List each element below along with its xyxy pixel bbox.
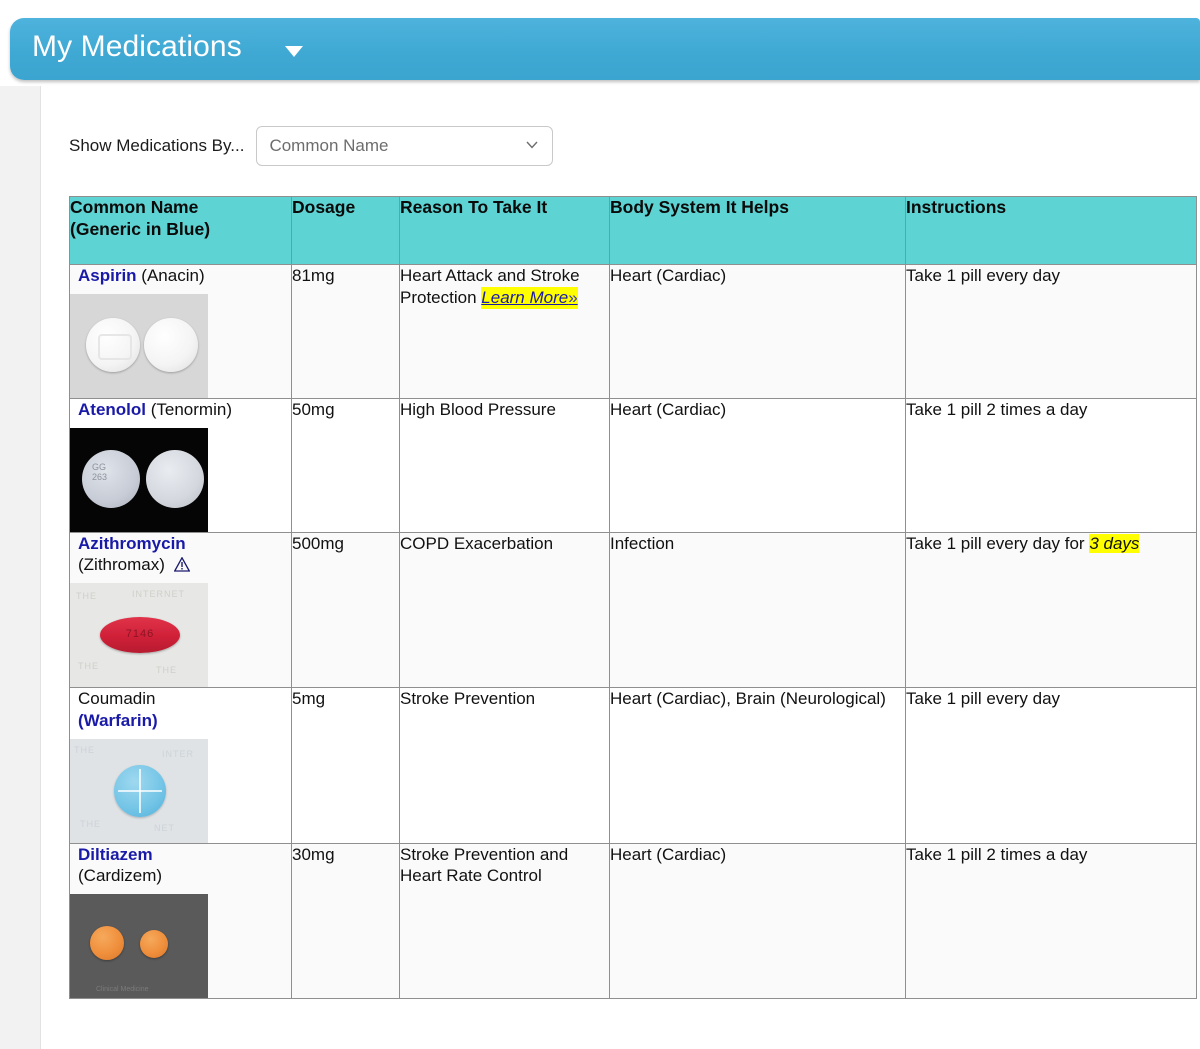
cell-reason: [400, 265, 610, 399]
cell-body-system: Heart (Cardiac): [610, 843, 906, 999]
aspirin-pill-photo: [70, 294, 208, 398]
cell-body-system: Heart (Cardiac), Brain (Neurological): [610, 688, 906, 844]
column-header-line1: Common Name: [70, 197, 199, 217]
medication-name: [78, 399, 291, 421]
cell-instructions: Take 1 pill every day: [906, 265, 1197, 399]
azithromycin-pill-photo: THE INTERNET THE THE 7146: [70, 583, 208, 687]
medication-name: [78, 688, 291, 732]
cell-dosage: 81mg: [292, 265, 400, 399]
instructions-text: Take 1 pill every day for: [906, 533, 1090, 553]
cell-body-system: Heart (Cardiac): [610, 398, 906, 532]
cell-instructions: Take 1 pill 2 times a day: [906, 398, 1197, 532]
common-name: (Zithromax): [78, 555, 165, 575]
column-header-common-name[interactable]: [70, 197, 292, 265]
common-name: (Anacin): [141, 266, 205, 285]
table-row[interactable]: [70, 398, 1197, 532]
table-header-row: [70, 197, 1197, 265]
reason-text: Heart Attack and Stroke Protection: [400, 266, 580, 307]
common-name: Coumadin: [78, 689, 156, 708]
column-header-line1: Dosage: [292, 197, 356, 217]
column-header-body-system[interactable]: [610, 197, 906, 265]
column-header-line1: Reason To Take It: [400, 197, 548, 217]
learn-more-label: Learn More: [481, 287, 569, 307]
table-row[interactable]: [70, 688, 1197, 844]
column-header-line1: Instructions: [906, 197, 1007, 217]
medication-name: [78, 265, 291, 287]
generic-name: Diltiazem: [78, 844, 153, 864]
cell-dosage: 5mg: [292, 688, 400, 844]
atenolol-pill-photo: [70, 428, 208, 532]
cell-medication-name: [70, 843, 292, 999]
common-name: (Cardizem): [78, 866, 163, 886]
select-selected-value: Common Name: [269, 136, 389, 155]
cell-body-system: Infection: [610, 532, 906, 688]
pill-imprint: GG 263: [92, 461, 108, 482]
column-header-dosage[interactable]: [292, 197, 400, 265]
cell-medication-name: [70, 688, 292, 844]
instructions-highlight: 3 days: [1089, 533, 1140, 553]
app-header[interactable]: [10, 18, 1200, 80]
cell-instructions: Take 1 pill 2 times a day: [906, 843, 1197, 999]
column-header-reason[interactable]: [400, 197, 610, 265]
cell-dosage: 50mg: [292, 398, 400, 532]
common-name: (Tenormin): [150, 399, 232, 419]
cell-instructions: [906, 532, 1197, 688]
generic-name: Atenolol: [78, 399, 146, 419]
show-medications-by-select[interactable]: [256, 126, 553, 166]
warning-triangle-icon[interactable]: [174, 556, 190, 578]
caret-down-icon[interactable]: [285, 46, 303, 57]
medication-name: [78, 533, 291, 577]
cell-dosage: 30mg: [292, 843, 400, 999]
learn-more-link[interactable]: [481, 287, 577, 309]
generic-name: Azithromycin: [78, 533, 186, 553]
column-header-line1: Body System It Helps: [610, 197, 789, 217]
chevron-down-icon: [526, 141, 538, 149]
medications-table-wrap: [69, 196, 1196, 999]
learn-more-arrow: »: [568, 287, 578, 307]
medications-table: [69, 196, 1197, 999]
image-credit: Clinical Medicine: [96, 986, 149, 994]
pill-imprint: 7146: [125, 628, 155, 640]
medication-name: [78, 844, 291, 888]
cell-dosage: 500mg: [292, 532, 400, 688]
cell-reason: High Blood Pressure: [400, 398, 610, 532]
generic-name: Aspirin: [78, 266, 137, 285]
cell-body-system: Heart (Cardiac): [610, 265, 906, 399]
page-title: My Medications: [32, 30, 242, 63]
generic-name: (Warfarin): [78, 710, 158, 730]
cell-medication-name: [70, 265, 292, 399]
left-gutter: [0, 86, 41, 1049]
cell-reason: Stroke Prevention and Heart Rate Control: [400, 843, 610, 999]
diltiazem-pill-photo: [70, 894, 208, 998]
cell-medication-name: [70, 532, 292, 688]
filter-label: Show Medications By...: [69, 136, 245, 155]
coumadin-pill-photo: THE INTER THE NET: [70, 739, 208, 843]
table-row[interactable]: [70, 843, 1197, 999]
cell-medication-name: [70, 398, 292, 532]
cell-reason: COPD Exacerbation: [400, 532, 610, 688]
filter-row: [69, 126, 553, 166]
table-row[interactable]: [70, 532, 1197, 688]
column-header-line2: (Generic in Blue): [70, 218, 211, 239]
cell-instructions: Take 1 pill every day: [906, 688, 1197, 844]
cell-reason: Stroke Prevention: [400, 688, 610, 844]
table-row[interactable]: [70, 265, 1197, 399]
column-header-instructions[interactable]: [906, 197, 1197, 265]
